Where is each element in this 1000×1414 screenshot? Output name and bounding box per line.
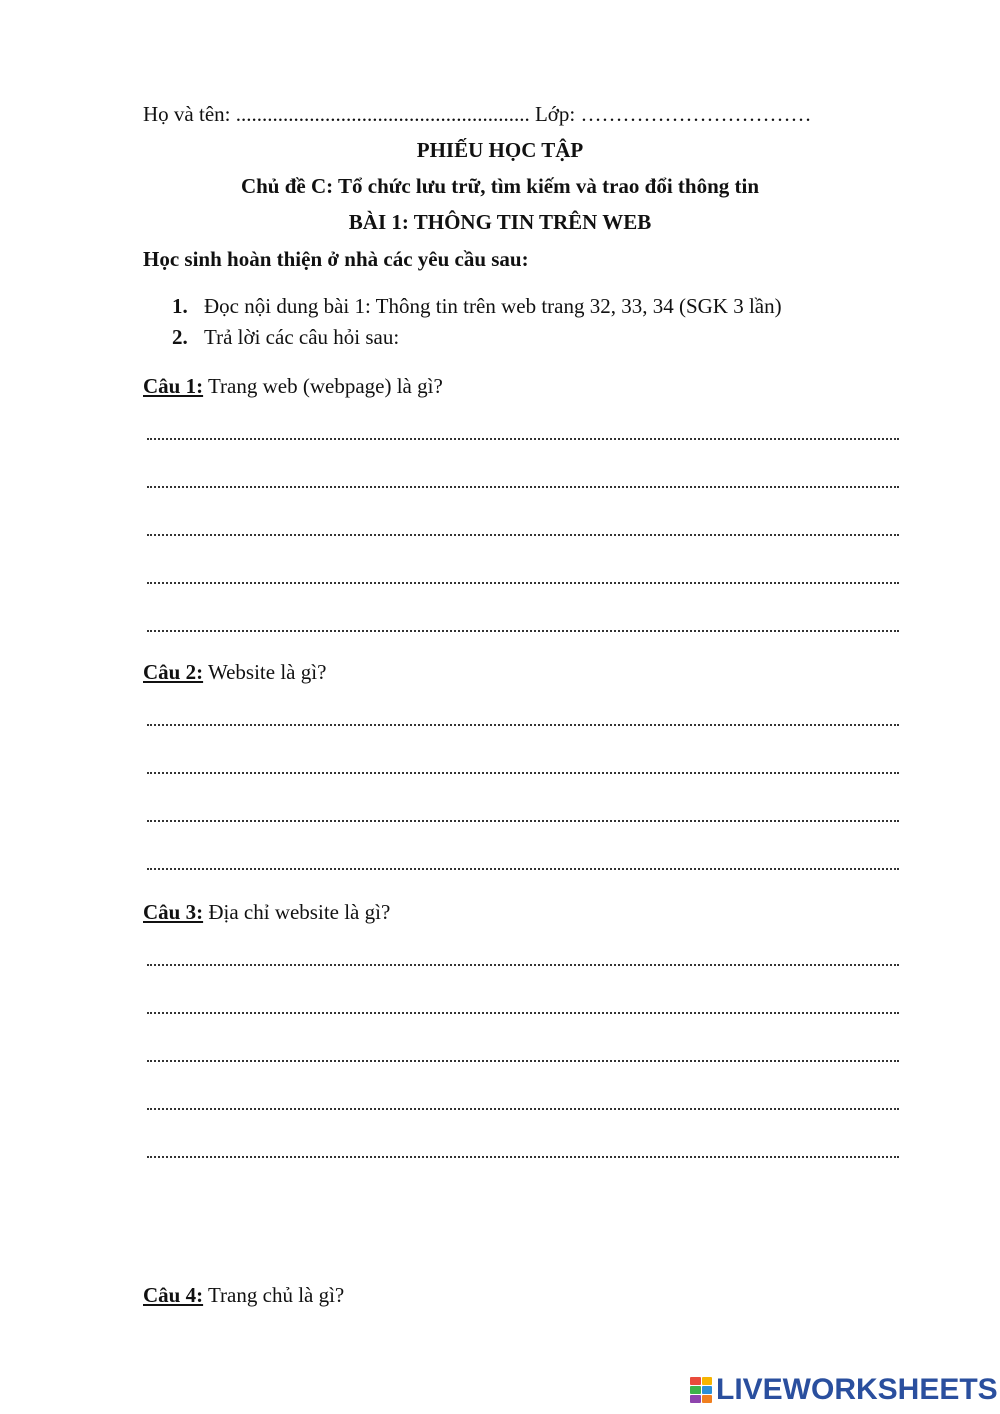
answer-line[interactable] (147, 1012, 899, 1014)
name-label: Họ và tên: ........................................................ (143, 102, 530, 126)
question-label: Câu 3: (143, 900, 204, 924)
logo-block (690, 1386, 701, 1394)
question-1 (143, 374, 443, 399)
question-label: Câu 1: (143, 374, 204, 398)
watermark-text: LIVEWORKSHEETS (716, 1373, 998, 1406)
answer-line[interactable] (147, 964, 899, 966)
question-label: Câu 2: (143, 660, 204, 684)
answer-line[interactable] (147, 820, 899, 822)
answer-line[interactable] (147, 868, 899, 870)
question-2 (143, 660, 326, 685)
liveworksheets-logo-icon (690, 1377, 712, 1403)
class-label: Lớp: …………………………… (534, 102, 812, 126)
topic-heading: Chủ đề C: Tổ chức lưu trữ, tìm kiếm và trao đổi thông tin (240, 174, 760, 198)
logo-block (702, 1395, 713, 1403)
student-name-field[interactable] (143, 102, 812, 127)
logo-block (702, 1377, 713, 1385)
answer-line[interactable] (147, 1108, 899, 1110)
task-text: Đọc nội dung bài 1: Thông tin trên web trang 32, 33, 34 (SGK 3 lần) (204, 294, 782, 318)
question-text: Website là gì? (203, 660, 327, 684)
answer-line[interactable] (147, 486, 899, 488)
question-text: Trang chủ là gì? (203, 1283, 345, 1307)
answer-line[interactable] (147, 438, 899, 440)
task-item (172, 294, 782, 319)
task-text: Trả lời các câu hỏi sau: (204, 325, 400, 349)
answer-line[interactable] (147, 582, 899, 584)
worksheet-title: PHIẾU HỌC TẬP (416, 138, 584, 162)
task-number: 1. (172, 294, 188, 318)
question-text: Địa chỉ website là gì? (203, 900, 391, 924)
task-number: 2. (172, 325, 188, 349)
answer-line[interactable] (147, 1156, 899, 1158)
question-label: Câu 4: (143, 1283, 204, 1307)
question-3 (143, 900, 390, 925)
logo-block (690, 1377, 701, 1385)
instruction-text: Học sinh hoàn thiện ở nhà các yêu cầu sau: (143, 247, 529, 271)
logo-block (690, 1395, 701, 1403)
answer-line[interactable] (147, 1060, 899, 1062)
task-item (172, 325, 399, 350)
logo-block (702, 1386, 713, 1394)
liveworksheets-watermark (690, 1373, 998, 1407)
answer-line[interactable] (147, 772, 899, 774)
question-4 (143, 1283, 344, 1308)
answer-line[interactable] (147, 724, 899, 726)
answer-line[interactable] (147, 534, 899, 536)
answer-line[interactable] (147, 630, 899, 632)
question-text: Trang web (webpage) là gì? (203, 374, 443, 398)
lesson-heading: BÀI 1: THÔNG TIN TRÊN WEB (348, 210, 652, 234)
